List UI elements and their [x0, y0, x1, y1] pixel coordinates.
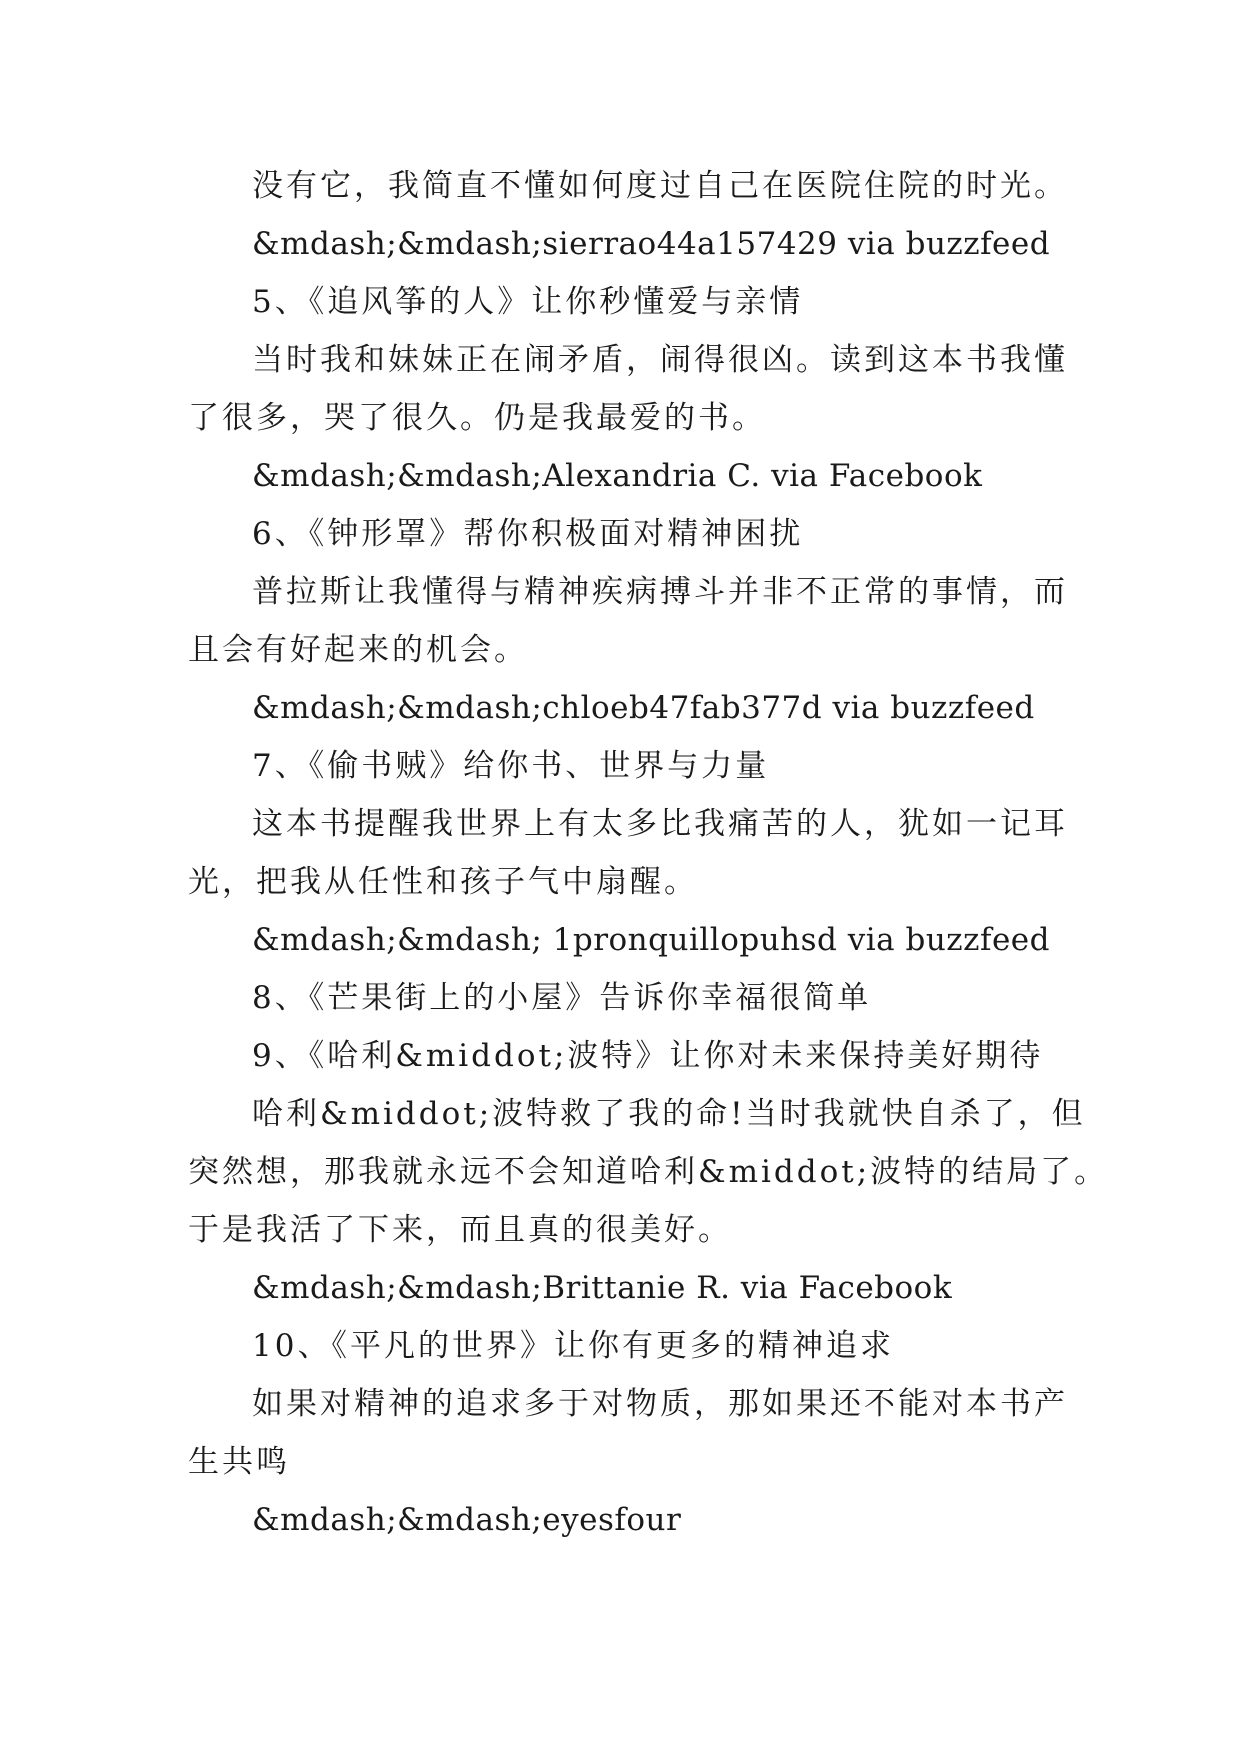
book-heading: 7、《偷书贼》给你书、世界与力量 [252, 748, 770, 784]
book-heading: 6、《钟形罩》帮你积极面对精神困扰 [252, 516, 804, 552]
book-heading: 8、《芒果街上的小屋》告诉你幸福很简单 [252, 980, 872, 1016]
attribution-line: &mdash;&mdash; 1pronquillopuhsd via buzzfeed [252, 922, 1050, 958]
text-line: 了很多，哭了很久。仍是我最爱的书。 [188, 400, 766, 436]
text-line: 且会有好起来的机会。 [188, 632, 528, 668]
book-heading: 9、《哈利&middot;波特》让你对未来保持美好期待 [252, 1038, 1044, 1074]
book-heading: 10、《平凡的世界》让你有更多的精神追求 [252, 1328, 894, 1364]
attribution-line: &mdash;&mdash;Brittanie R. via Facebook [252, 1270, 953, 1306]
attribution-line: &mdash;&mdash;Alexandria C. via Facebook [252, 458, 983, 494]
text-line: 这本书提醒我世界上有太多比我痛苦的人，犹如一记耳 [252, 806, 1068, 842]
text-line: 当时我和妹妹正在闹矛盾，闹得很凶。读到这本书我懂 [252, 342, 1068, 378]
text-line: 于是我活了下来，而且真的很美好。 [188, 1212, 732, 1248]
text-line: 生共鸣 [188, 1444, 290, 1480]
text-line: 没有它，我简直不懂如何度过自己在医院住院的时光。 [252, 168, 1068, 204]
book-heading: 5、《追风筝的人》让你秒懂爱与亲情 [252, 284, 804, 320]
attribution-line: &mdash;&mdash;sierrao44a157429 via buzzfeed [252, 226, 1051, 262]
text-line: 突然想，那我就永远不会知道哈利&middot;波特的结局了。 [188, 1154, 1109, 1190]
text-line: 光，把我从任性和孩子气中扇醒。 [188, 864, 698, 900]
document-body [188, 157, 1109, 1549]
text-line: 普拉斯让我懂得与精神疾病搏斗并非不正常的事情，而 [252, 574, 1068, 610]
text-line: 如果对精神的追求多于对物质，那如果还不能对本书产 [252, 1386, 1068, 1422]
attribution-line: &mdash;&mdash;eyesfour [252, 1502, 682, 1538]
attribution-line: &mdash;&mdash;chloeb47fab377d via buzzfeed [252, 690, 1035, 726]
text-line: 哈利&middot;波特救了我的命!当时我就快自杀了，但 [252, 1096, 1086, 1132]
